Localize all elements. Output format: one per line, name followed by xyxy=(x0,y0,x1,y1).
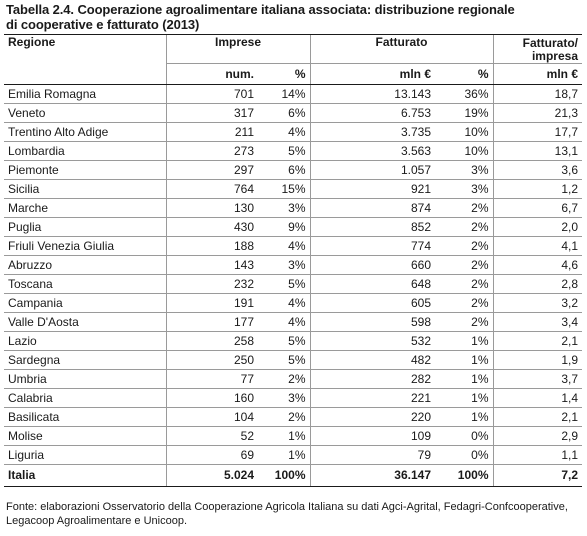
cell-pct-imprese: 6% xyxy=(258,161,310,180)
cell-pct-imprese: 9% xyxy=(258,218,310,237)
total-fatturato: 36.147 xyxy=(310,465,435,487)
cell-fatturato: 109 xyxy=(310,427,435,446)
cell-region: Sardegna xyxy=(4,351,166,370)
table-body xyxy=(4,85,582,465)
cell-pct-imprese: 5% xyxy=(258,275,310,294)
cell-pct-imprese: 5% xyxy=(258,351,310,370)
table-row xyxy=(4,408,582,427)
cell-pct-fatturato: 1% xyxy=(435,332,493,351)
cell-pct-imprese: 4% xyxy=(258,237,310,256)
cell-num: 430 xyxy=(166,218,258,237)
table-row xyxy=(4,294,582,313)
cell-ratio: 1,1 xyxy=(493,446,582,465)
header-fatturato-per-impresa xyxy=(493,35,582,64)
cell-pct-imprese: 1% xyxy=(258,446,310,465)
cell-region: Emilia Romagna xyxy=(4,85,166,104)
cell-num: 143 xyxy=(166,256,258,275)
cell-num: 188 xyxy=(166,237,258,256)
header-fatturato: Fatturato xyxy=(310,35,493,64)
cell-ratio: 4,6 xyxy=(493,256,582,275)
header-pct-fatturato: % xyxy=(435,64,493,85)
cell-pct-fatturato: 1% xyxy=(435,408,493,427)
cell-pct-fatturato: 0% xyxy=(435,427,493,446)
cell-pct-fatturato: 0% xyxy=(435,446,493,465)
table-row xyxy=(4,104,582,123)
cell-pct-fatturato: 2% xyxy=(435,237,493,256)
header-pct-imprese: % xyxy=(258,64,310,85)
cell-region: Toscana xyxy=(4,275,166,294)
table-row xyxy=(4,332,582,351)
cell-pct-fatturato: 2% xyxy=(435,218,493,237)
cell-pct-fatturato: 1% xyxy=(435,351,493,370)
regional-table xyxy=(4,35,582,487)
cell-ratio: 3,6 xyxy=(493,161,582,180)
cell-ratio: 13,1 xyxy=(493,142,582,161)
cell-pct-fatturato: 2% xyxy=(435,313,493,332)
total-region: Italia xyxy=(4,465,166,487)
table-row xyxy=(4,275,582,294)
header-mln-fatturato: mln € xyxy=(310,64,435,85)
table-title xyxy=(6,2,581,32)
cell-pct-imprese: 15% xyxy=(258,180,310,199)
cell-ratio: 2,8 xyxy=(493,275,582,294)
cell-pct-imprese: 4% xyxy=(258,313,310,332)
header-imprese: Imprese xyxy=(166,35,310,64)
cell-region: Umbria xyxy=(4,370,166,389)
table-row xyxy=(4,142,582,161)
cell-region: Calabria xyxy=(4,389,166,408)
cell-fatturato: 482 xyxy=(310,351,435,370)
cell-ratio: 2,0 xyxy=(493,218,582,237)
cell-fatturato: 3.735 xyxy=(310,123,435,142)
table-row xyxy=(4,85,582,104)
cell-ratio: 2,9 xyxy=(493,427,582,446)
total-ratio: 7,2 xyxy=(493,465,582,487)
cell-ratio: 17,7 xyxy=(493,123,582,142)
cell-pct-imprese: 2% xyxy=(258,370,310,389)
cell-num: 191 xyxy=(166,294,258,313)
cell-pct-fatturato: 1% xyxy=(435,370,493,389)
cell-pct-imprese: 4% xyxy=(258,294,310,313)
cell-ratio: 21,3 xyxy=(493,104,582,123)
cell-pct-imprese: 4% xyxy=(258,123,310,142)
cell-num: 297 xyxy=(166,161,258,180)
cell-fatturato: 648 xyxy=(310,275,435,294)
cell-fatturato: 774 xyxy=(310,237,435,256)
cell-region: Molise xyxy=(4,427,166,446)
cell-ratio: 1,4 xyxy=(493,389,582,408)
table-row xyxy=(4,237,582,256)
cell-pct-fatturato: 36% xyxy=(435,85,493,104)
cell-fatturato: 874 xyxy=(310,199,435,218)
table-row xyxy=(4,180,582,199)
cell-pct-fatturato: 3% xyxy=(435,161,493,180)
total-pct-fatturato: 100% xyxy=(435,465,493,487)
table-row xyxy=(4,389,582,408)
header-region: Regione xyxy=(8,35,56,49)
cell-pct-fatturato: 10% xyxy=(435,142,493,161)
cell-ratio: 3,2 xyxy=(493,294,582,313)
cell-pct-fatturato: 2% xyxy=(435,294,493,313)
cell-num: 250 xyxy=(166,351,258,370)
table-row xyxy=(4,123,582,142)
cell-pct-imprese: 3% xyxy=(258,389,310,408)
cell-fatturato: 921 xyxy=(310,180,435,199)
cell-region: Abruzzo xyxy=(4,256,166,275)
cell-region: Lombardia xyxy=(4,142,166,161)
cell-num: 211 xyxy=(166,123,258,142)
header-ratio-line-1: Fatturato/ xyxy=(522,36,578,50)
header-mln-ratio: mln € xyxy=(493,64,582,85)
cell-num: 69 xyxy=(166,446,258,465)
cell-pct-imprese: 6% xyxy=(258,104,310,123)
cell-fatturato: 221 xyxy=(310,389,435,408)
cell-pct-imprese: 2% xyxy=(258,408,310,427)
table-row xyxy=(4,161,582,180)
table-title-line-2: di cooperative e fatturato (2013) xyxy=(6,17,200,32)
header-num: num. xyxy=(166,64,258,85)
cell-fatturato: 1.057 xyxy=(310,161,435,180)
cell-ratio: 3,7 xyxy=(493,370,582,389)
cell-region: Puglia xyxy=(4,218,166,237)
cell-ratio: 1,9 xyxy=(493,351,582,370)
cell-num: 232 xyxy=(166,275,258,294)
cell-pct-fatturato: 19% xyxy=(435,104,493,123)
cell-num: 273 xyxy=(166,142,258,161)
cell-pct-imprese: 3% xyxy=(258,256,310,275)
table-row xyxy=(4,313,582,332)
cell-pct-imprese: 14% xyxy=(258,85,310,104)
total-row xyxy=(4,465,582,487)
cell-num: 130 xyxy=(166,199,258,218)
cell-num: 52 xyxy=(166,427,258,446)
cell-num: 104 xyxy=(166,408,258,427)
table-row xyxy=(4,256,582,275)
header-row-2 xyxy=(4,64,582,85)
cell-region: Valle D'Aosta xyxy=(4,313,166,332)
cell-fatturato: 79 xyxy=(310,446,435,465)
total-pct-imprese: 100% xyxy=(258,465,310,487)
cell-pct-fatturato: 2% xyxy=(435,199,493,218)
cell-pct-fatturato: 2% xyxy=(435,256,493,275)
cell-region: Friuli Venezia Giulia xyxy=(4,237,166,256)
cell-pct-fatturato: 10% xyxy=(435,123,493,142)
cell-pct-imprese: 3% xyxy=(258,199,310,218)
cell-ratio: 1,2 xyxy=(493,180,582,199)
cell-ratio: 4,1 xyxy=(493,237,582,256)
cell-region: Piemonte xyxy=(4,161,166,180)
cell-region: Veneto xyxy=(4,104,166,123)
cell-region: Trentino Alto Adige xyxy=(4,123,166,142)
cell-num: 77 xyxy=(166,370,258,389)
header-row-1 xyxy=(4,35,582,64)
table-row xyxy=(4,446,582,465)
table-row xyxy=(4,218,582,237)
total-num: 5.024 xyxy=(166,465,258,487)
cell-fatturato: 282 xyxy=(310,370,435,389)
cell-fatturato: 660 xyxy=(310,256,435,275)
cell-fatturato: 532 xyxy=(310,332,435,351)
cell-pct-imprese: 5% xyxy=(258,142,310,161)
cell-num: 160 xyxy=(166,389,258,408)
cell-ratio: 3,4 xyxy=(493,313,582,332)
header-region-spacer xyxy=(4,64,166,85)
cell-pct-imprese: 1% xyxy=(258,427,310,446)
table-row xyxy=(4,351,582,370)
cell-ratio: 2,1 xyxy=(493,332,582,351)
table-title-line-1: Tabella 2.4. Cooperazione agroalimentare italiana associata: distribuzione regionale xyxy=(6,2,515,17)
cell-region: Campania xyxy=(4,294,166,313)
header-ratio-line-2: impresa xyxy=(531,49,578,63)
cell-region: Liguria xyxy=(4,446,166,465)
table-row xyxy=(4,370,582,389)
source-note: Fonte: elaborazioni Osservatorio della Cooperazione Agricola Italiana su dati Agci-Agrital, Fedagri-Confcooperative, Legacoop Agroalimentare e Unicoop. xyxy=(6,501,568,527)
cell-fatturato: 598 xyxy=(310,313,435,332)
cell-num: 764 xyxy=(166,180,258,199)
cell-num: 177 xyxy=(166,313,258,332)
cell-num: 258 xyxy=(166,332,258,351)
cell-region: Basilicata xyxy=(4,408,166,427)
cell-num: 701 xyxy=(166,85,258,104)
cell-fatturato: 13.143 xyxy=(310,85,435,104)
table-row xyxy=(4,427,582,446)
cell-region: Lazio xyxy=(4,332,166,351)
cell-pct-fatturato: 1% xyxy=(435,389,493,408)
cell-fatturato: 852 xyxy=(310,218,435,237)
cell-region: Marche xyxy=(4,199,166,218)
cell-pct-fatturato: 2% xyxy=(435,275,493,294)
cell-num: 317 xyxy=(166,104,258,123)
cell-ratio: 2,1 xyxy=(493,408,582,427)
cell-fatturato: 605 xyxy=(310,294,435,313)
cell-fatturato: 6.753 xyxy=(310,104,435,123)
cell-region: Sicilia xyxy=(4,180,166,199)
cell-ratio: 18,7 xyxy=(493,85,582,104)
cell-ratio: 6,7 xyxy=(493,199,582,218)
cell-pct-imprese: 5% xyxy=(258,332,310,351)
cell-fatturato: 3.563 xyxy=(310,142,435,161)
table-row xyxy=(4,199,582,218)
cell-pct-fatturato: 3% xyxy=(435,180,493,199)
cell-fatturato: 220 xyxy=(310,408,435,427)
